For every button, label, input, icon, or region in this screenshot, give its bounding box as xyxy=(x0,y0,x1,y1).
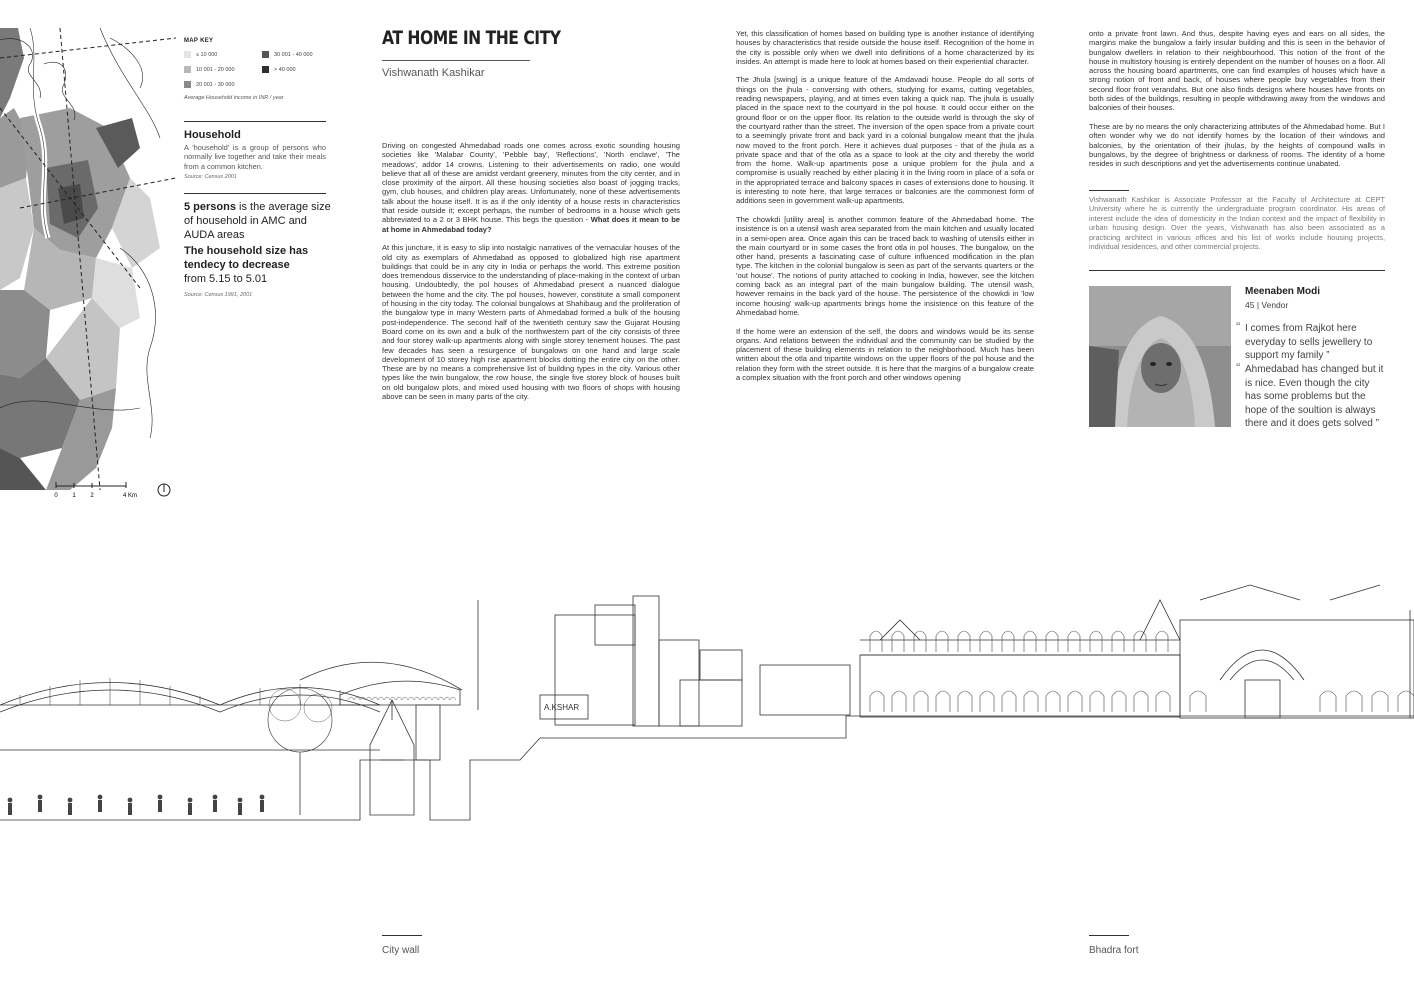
person-figure xyxy=(128,803,132,815)
quote-mark-icon: “ xyxy=(1236,319,1241,334)
arch-window xyxy=(1398,691,1414,712)
article-title: AT HOME IN THE CITY xyxy=(382,27,561,49)
legend-swatch xyxy=(262,66,269,73)
scale-tick: 2 xyxy=(90,493,94,499)
stadium-arch xyxy=(414,697,420,700)
arch-window xyxy=(914,691,928,712)
person-figure xyxy=(158,795,163,800)
profile-quote: “ Ahmedabad has changed but it is nice. Even though the city has some problems but the hope of the soultion is always there and it does gets solved ” xyxy=(1236,360,1384,430)
article-column-3 xyxy=(1089,29,1385,178)
arch-window xyxy=(1372,691,1388,712)
quote-mark-icon: “ xyxy=(1236,360,1241,375)
paragraph: onto a private front lawn. And thus, despite having eyes and ears on all sides, the margins make the bungalow a fairly insular building and this is seen in the behavior of bungalow dwellers in relation to their neighbourhood. This notion of the front of the house in multistory housing is entirely dependent on the number of houses on a floor. All across the housing board apartments, one can find examples of houses which have a strong notion of front and back, of houses where people buy vegetables from their second floor front verandahs. But one also finds designs where houses have fronts on both sides of the buildings, resulting in people withdrawing away from the windows and balconies of their houses. xyxy=(1089,29,1385,113)
shop-sign: A.KSHAR xyxy=(544,703,580,712)
arch-window xyxy=(1156,631,1168,652)
article-column-2 xyxy=(736,29,1034,392)
divider xyxy=(1089,190,1129,191)
arch-window xyxy=(914,631,926,652)
person-figure xyxy=(8,803,12,815)
person-figure xyxy=(38,800,42,812)
legend-title: MAP KEY xyxy=(184,38,214,44)
person-figure xyxy=(68,803,72,815)
person-figure xyxy=(158,800,162,812)
arch-window xyxy=(892,691,906,712)
paragraph: These are by no means the only characterizing attributes of the Ahmedabad home. But I often wonder why we do not identify homes by the location of their windows and balconies, by the orientation of their jhulas, by the heights of compound walls in bungalows, by the degree of brightness or darkness of rooms. The identity of a home resides in such descriptions and yet the advertisements continue unabated. xyxy=(1089,121,1385,169)
caption-bhadra-fort: Bhadra fort xyxy=(1089,945,1139,956)
divider xyxy=(382,935,422,936)
scale-tick: 4 Km xyxy=(122,493,138,499)
stadium-arch xyxy=(408,697,414,700)
divider xyxy=(184,193,326,194)
household-definition: A 'household' is a group of persons who normally live together and take their meals from a common kitchen. Source: Census 2001 xyxy=(184,143,326,181)
profile-name: Meenaben Modi xyxy=(1245,286,1321,297)
arch-window xyxy=(980,691,994,712)
map-scale-bar xyxy=(54,480,184,502)
portrait-photo xyxy=(1089,286,1231,427)
person-figure xyxy=(8,798,13,803)
arch-window xyxy=(1024,691,1038,712)
paragraph: The Jhula [swing] is a unique feature of the Amdavadi house. People do all sorts of things on the jhula - conversing with others, studying for exams, cutting vegetables, reading newspapers, playing, and at times even taking a quick nap. The jhula is usually placed in the space next to the courtyard in the pol house. It could occur either on the ground floor or on the upper floor. Its relation to the outside world is through the sky of the courtyard rather than the street. The inversion of the open space from a private court to a seemingly private front and back yard in a colonial bungalow meant that the jhula now moved to the front porch. Here it achieves dual purposes - that of the jhula as a private space and that of the otla as a space to look at the city and thereby the world from the home. Walk-up apartments pose a unique problem for the jhula and a compromise is usually reached by either placing it in the living room in place of a sofa or in the appropriated terrace and balcony spaces in cases of extensions done to housing. It is interesting to note here, that large terraces or balconies are the commonest form of additions seen in government walk-up apartments. xyxy=(736,75,1034,206)
stadium-arch xyxy=(402,697,408,700)
arch-window xyxy=(958,631,970,652)
author-bio: Vishwanath Kashikar is Associate Professor at the Faculty of Architecture at CEPT University where he is currently the undergraduate program coordinator. His areas of interest include the idea of domesticity in the Indian context and the impact of flexibility in urban housing design. Over the years, Vishwanath has also been associated as a practicing architect in various offices and his list of works include housing projects, individual residences, and other commercial projects. xyxy=(1089,195,1385,252)
arch-window xyxy=(1134,691,1148,712)
arch-window xyxy=(1190,691,1206,712)
person-figure xyxy=(238,803,242,815)
arch-window xyxy=(1320,691,1336,712)
arch-window xyxy=(936,691,950,712)
person-figure xyxy=(98,795,103,800)
arch-window xyxy=(980,631,992,652)
arch-window xyxy=(1068,691,1082,712)
arch-window xyxy=(1024,631,1036,652)
paragraph: At this juncture, it is easy to slip into nostalgic narratives of the vernacular houses of the old city as exemplars of Ahmedabad as opposed to globalized high rise apartment buildings that could be in any city in India or perhaps the world. This extreme position does tremendous disservice to the understanding of place-making in the context of urban housing. Undoubtedly, the pol houses of Ahmedabad present a nuanced dialogue between the home and the city. The pol houses, however, constitute a small component of housing in the city today. The colonial bungalows at Shahibaug and the proliferation of the bungalow type in many Western parts of Ahmedabad formed a bulk of the housing post-independence. The second half of the twentieth century saw the Gujarat Housing Board come on its own and a bulk of the northwestern part of the city consists of three and four storey walk-up apartments along with single storey tenement houses. The past few decades has seen a resurgence of bungalows on one hand and large scale development of 10 storey high rise apartment blocks dotting the entire city on the other. These are by no means a comprehensive list of building types in the city. Various other types like the twin bungalow, the row house, the single five storey block of houses built on old bungalow plots, and mixed used housing with two floors of shops with housing above can be seen in many parts of the city. xyxy=(382,243,680,402)
arch-window xyxy=(1090,631,1102,652)
divider xyxy=(1089,270,1385,271)
stadium-arch xyxy=(432,697,438,700)
stadium-arch xyxy=(420,697,426,700)
profile-quote: “ I comes from Rajkot here everyday to sells jewellery to support my family ” xyxy=(1236,319,1373,362)
divider xyxy=(382,60,530,61)
caption-city-wall: City wall xyxy=(382,945,420,956)
north-arrow-icon xyxy=(158,484,170,496)
stadium-arch xyxy=(372,697,378,700)
stadium-arch xyxy=(384,697,390,700)
legend-item: 10 001 - 20 000 xyxy=(184,66,235,73)
stadium-arch xyxy=(390,697,396,700)
legend-item: ≤ 10 000 xyxy=(184,51,217,58)
person-figure xyxy=(38,795,43,800)
legend-swatch xyxy=(184,81,191,88)
scale-tick: 1 xyxy=(72,493,76,499)
arch-window xyxy=(1090,691,1104,712)
arch-window xyxy=(1134,631,1146,652)
article-column-1 xyxy=(382,141,680,411)
person-figure xyxy=(238,798,243,803)
person-figure xyxy=(213,795,218,800)
stadium-arch xyxy=(378,697,384,700)
legend-item: 20 001 - 30 000 xyxy=(184,81,235,88)
person-figure xyxy=(68,798,73,803)
stadium-arch xyxy=(396,697,402,700)
household-size-stat: 5 persons is the average size of household in AMC and AUDA areas xyxy=(184,201,331,241)
income-map xyxy=(0,28,176,490)
paragraph: Driving on congested Ahmedabad roads one comes across exotic sounding housing societies like 'Malabar County', 'Pebble bay', 'Reflections', 'North enclave', 'The meadows', addor 14 crowns. Listening to their advertisements on radio, one would believe that all of these are amidst verdant greenery, minutes from the city center, and in close proximity of the airport. All these housing societies also boast of jogging tracks, gym, club houses, and children play areas. Unfortunately, none of these advertisements talk about the house itself. It is as if the only identity of a house rests in characteristics that reside outside it; except perhaps, the number of bedrooms in a house which gets abbreviated to a 2 or 3 BHK house. This begs the question - What does it mean to be at home in Ahmedabad today? xyxy=(382,141,680,234)
stadium-arch xyxy=(450,697,456,700)
stadium-arch xyxy=(438,697,444,700)
paragraph: Yet, this classification of homes based on building type is another instance of identifying houses by characteristics that reside outside the house itself. Recognition of the home in the city is possible only when we dwell into definitions of a home characterized by its insides. An attempt is made here to look at homes based on their experiential character. xyxy=(736,29,1034,66)
profile-role: 45 | Vendor xyxy=(1245,300,1289,310)
arch-window xyxy=(1156,691,1170,712)
legend-note: Average Household income in INR / year xyxy=(184,95,284,101)
stadium-arch xyxy=(348,697,354,700)
arch-window xyxy=(870,691,884,712)
arch-window xyxy=(936,631,948,652)
arch-window xyxy=(1112,691,1126,712)
divider xyxy=(1089,935,1129,936)
person-figure xyxy=(188,798,193,803)
legend-swatch xyxy=(184,66,191,73)
stats-source: Source: Census 1991, 2001 xyxy=(184,292,253,298)
city-section-drawing xyxy=(0,560,1414,830)
arch-window xyxy=(1346,691,1362,712)
stadium-arch xyxy=(444,697,450,700)
arch-window xyxy=(1068,631,1080,652)
arch-window xyxy=(958,691,972,712)
article-author: Vishwanath Kashikar xyxy=(382,67,485,79)
person-figure xyxy=(213,800,217,812)
household-trend-stat: The household size has tendecy to decrease from 5.15 to 5.01 Source: Census 1991, 2001 xyxy=(184,245,309,298)
stadium-arch xyxy=(426,697,432,700)
arch-window xyxy=(1046,631,1058,652)
person-figure xyxy=(128,798,133,803)
arch-window xyxy=(1002,631,1014,652)
person-figure xyxy=(260,795,265,800)
divider xyxy=(184,121,326,122)
scale-tick: 0 xyxy=(54,493,58,499)
arch-window xyxy=(1002,691,1016,712)
legend-swatch xyxy=(184,51,191,58)
paragraph: If the home were an extension of the self, the doors and windows would be its sense organs. And relations between the individual and the community can be studied by the placement of these building elements in relation to the neighborhood. Much has been written about the otla and tripartite windows on the upper floors of the pol house and the relation they form with the street outside. It is here that the margins of a bungalow create a complex situation with the front porch and other windows opening xyxy=(736,326,1034,382)
household-title: Household xyxy=(184,129,241,141)
household-source: Source: Census 2001 xyxy=(184,174,237,181)
person-figure xyxy=(98,800,102,812)
arch-window xyxy=(892,631,904,652)
person-figure xyxy=(260,800,264,812)
legend-item: 30 001 - 40 000 xyxy=(262,51,313,58)
paragraph: The chowkdi [utility area] is another common feature of the Ahmedabad home. The insistence is on a utensil wash area separated from the main kitchen and usually located in a semi-open area. Once again this can be traced back to washing of utensils either in the main courtyard or in some cases the front otla in pol houses. The bungalow, on the other hand, presents a fascinating case of culture influenced modification in the plan type. The kitchen in the colonial bungalow is seen as part of the servants quarters or the 'out house'. The notions of purity attached to cooking in India, however, see the kitchen coming back as an integral part of the main bungalow building. The utensil wash, however remains in the back yard of the house. The persistence of the chowkdi in 'low income housing' walk-up apartments brings home the insistence on this feature of the Ahmedabad home. xyxy=(736,214,1034,317)
arch-window xyxy=(870,631,882,652)
person-figure xyxy=(188,803,192,815)
arch-window xyxy=(1046,691,1060,712)
legend-item: > 40 000 xyxy=(262,66,296,73)
legend-swatch xyxy=(262,51,269,58)
arch-window xyxy=(1112,631,1124,652)
